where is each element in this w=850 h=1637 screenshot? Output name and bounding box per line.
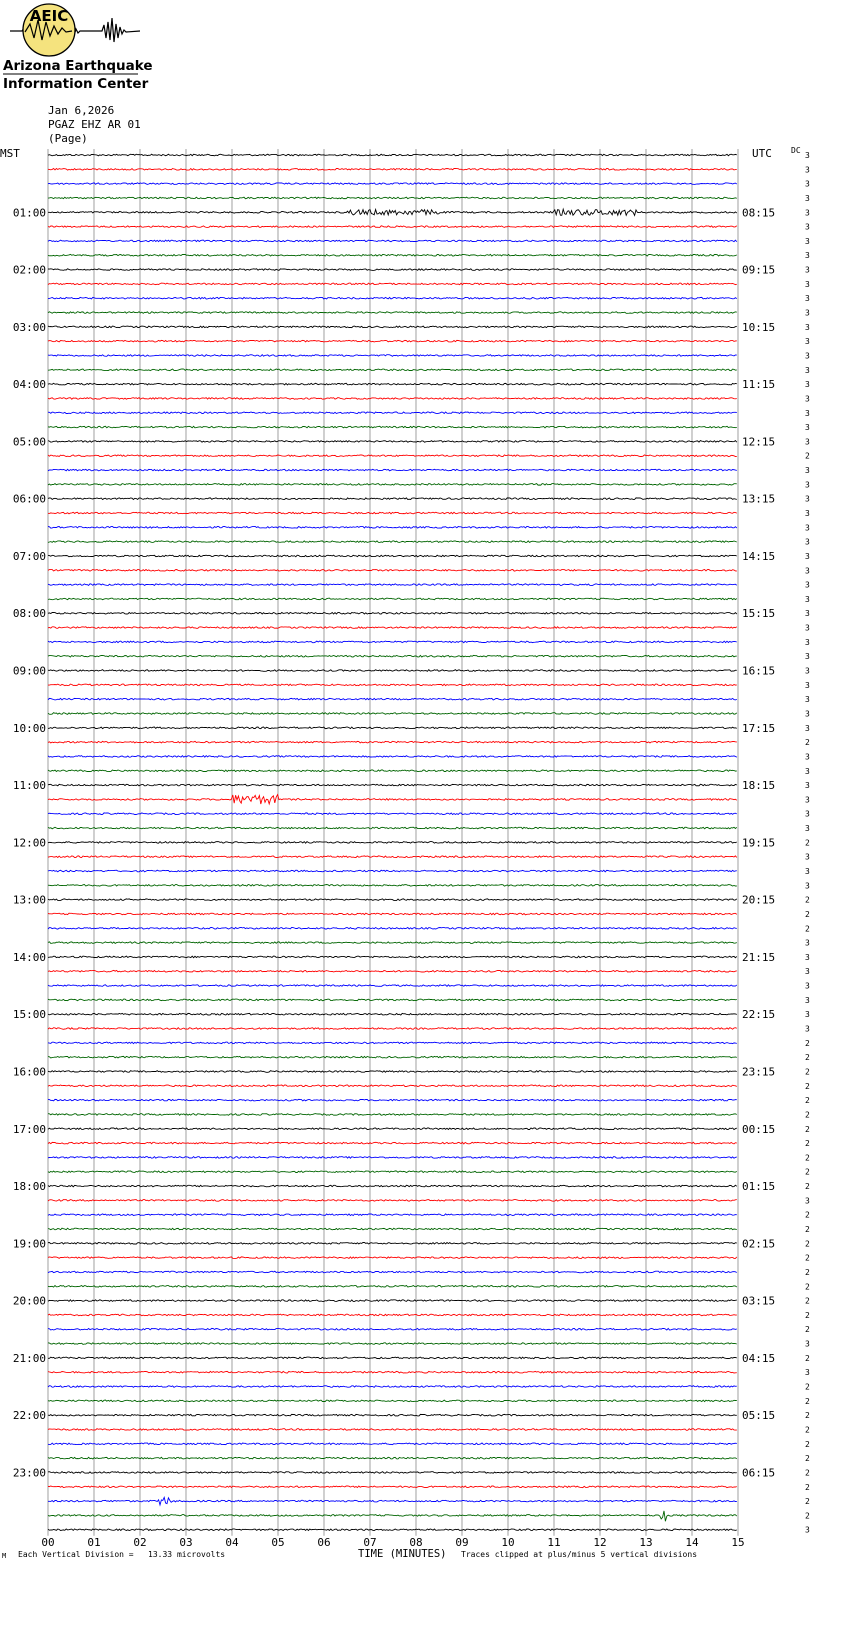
dc-offset-value: 3 [805,580,810,590]
logo-acronym: AEIC [29,7,69,25]
trace-row [48,913,737,915]
dc-offset-value: 2 [805,1167,810,1177]
dc-offset-value: 3 [805,852,810,862]
trace-row [48,885,737,887]
left-hour-label: 07:00 [12,549,46,563]
left-hour-label: 20:00 [12,1294,46,1308]
dc-offset-value: 2 [805,838,810,848]
trace-row [48,1071,737,1073]
x-tick-label: 10 [501,1536,515,1549]
trace-row [48,169,737,171]
trace-row [48,254,737,256]
x-tick-label: 05 [271,1536,285,1549]
left-hour-label: 16:00 [12,1065,46,1079]
left-hour-label: 11:00 [12,779,46,793]
trace-row [48,627,737,629]
right-hour-label: 14:15 [742,549,776,563]
trace-row [48,1228,737,1230]
trace-row [48,1414,737,1416]
trace-row [48,684,737,686]
right-hour-label: 17:15 [742,721,776,735]
dc-offset-value: 3 [805,566,810,576]
dc-offset-value: 2 [805,1239,810,1249]
dc-offset-value: 3 [805,494,810,504]
trace-row [48,741,737,743]
dc-offset-value: 3 [805,380,810,390]
trace-row [48,598,737,600]
left-hour-label: 17:00 [12,1122,46,1136]
dc-offset-value: 2 [805,1253,810,1263]
trace-row [48,1529,737,1531]
dc-offset-value: 3 [805,594,810,604]
trace-row [48,1443,737,1445]
header-date: Jan 6,2026 [48,104,115,117]
x-tick-label: 04 [225,1536,239,1549]
dc-offset-value: 2 [805,895,810,905]
trace-row [48,570,737,572]
dc-offset-value: 3 [805,437,810,447]
dc-offset-value: 2 [805,1110,810,1120]
dc-offset-value: 3 [805,637,810,647]
dc-offset-value: 2 [805,1182,810,1192]
trace-row [48,1386,737,1388]
aeic-logo [3,4,153,92]
header-page: (Page) [48,132,88,145]
footer-scale-note: Each Vertical Division = 13.33 microvolts [18,1550,226,1559]
dc-offset-value: 3 [805,652,810,662]
left-hour-label: 08:00 [12,607,46,621]
dc-offset-value: 3 [805,208,810,218]
dc-offset-value: 2 [805,1396,810,1406]
dc-offset-value: 2 [805,1282,810,1292]
left-hour-label: 18:00 [12,1180,46,1194]
dc-offset-value: 3 [805,952,810,962]
trace-row [48,713,737,715]
footer-clip-note: Traces clipped at plus/minus 5 vertical divisions [461,1550,698,1559]
dc-offset-value: 3 [805,537,810,547]
trace-row [48,584,737,586]
trace-row [48,455,737,457]
dc-offset-value: 2 [805,1454,810,1464]
dc-offset-value: 2 [805,1310,810,1320]
dc-offset-value: 3 [805,680,810,690]
x-tick-label: 03 [179,1536,193,1549]
right-hour-label: 09:15 [742,263,776,277]
dc-offset-value: 3 [805,881,810,891]
trace-row [48,1214,737,1216]
dc-offset-value: 3 [805,423,810,433]
logo-line1: Arizona Earthquake [3,58,153,74]
trace-row [48,942,737,944]
left-hour-label: 05:00 [12,435,46,449]
dc-offset-value: 2 [805,1511,810,1521]
dc-offset-value: 3 [805,151,810,160]
dc-offset-value: 2 [805,1482,810,1492]
right-hour-label: 01:15 [742,1180,776,1194]
x-tick-label: 00 [41,1536,55,1549]
right-hour-label: 20:15 [742,893,776,907]
dc-offset-value: 3 [805,609,810,619]
dc-offset-value: 3 [805,981,810,991]
left-hour-label: 06:00 [12,492,46,506]
trace-row [48,1157,737,1159]
dc-offset-value: 3 [805,193,810,203]
right-hour-label: 12:15 [742,435,776,449]
trace-row [48,527,737,529]
dc-offset-value: 3 [805,265,810,275]
trace-row [48,240,737,242]
trace-row [48,469,737,471]
trace-row [48,1042,737,1044]
dc-offset-value: 2 [805,1225,810,1234]
trace-row [48,827,737,829]
trace-row [48,283,737,285]
dc-offset-value: 2 [805,1497,810,1507]
x-tick-label: 09 [455,1536,469,1549]
dc-offset-value: 3 [805,766,810,776]
dc-offset-value: 2 [805,1139,810,1149]
dc-offset-value: 3 [805,809,810,819]
dc-offset-value: 3 [805,695,810,705]
dc-offset-value: 3 [805,551,810,561]
trace-row [48,1400,737,1402]
right-hour-label: 15:15 [742,607,776,621]
trace-row [48,398,737,400]
left-hour-label: 13:00 [12,893,46,907]
right-hour-label: 03:15 [742,1294,776,1308]
dc-offset-value: 2 [805,738,810,748]
trace-row [48,612,737,614]
trace-rows [48,154,737,1530]
left-hour-label: 21:00 [12,1351,46,1365]
left-hour-label: 19:00 [12,1237,46,1251]
trace-row [48,297,737,299]
trace-row [48,999,737,1001]
trace-row [48,1114,737,1116]
right-hour-label: 23:15 [742,1065,776,1079]
right-hour-label: 16:15 [742,664,776,678]
trace-row [48,1314,737,1316]
dc-offset-value: 3 [805,938,810,948]
trace-row [48,1371,737,1373]
left-hour-label: 01:00 [12,206,46,220]
dc-label: DC [791,146,801,155]
trace-row [48,1497,737,1505]
x-tick-label: 12 [593,1536,607,1549]
trace-row [48,870,737,872]
trace-row [48,1243,737,1245]
trace-row [48,1185,737,1187]
dc-offset-value: 3 [805,294,810,304]
dc-offset-value: 3 [805,1024,810,1034]
dc-offset-value: 2 [805,1210,810,1220]
dc-offset-value: 3 [805,351,810,361]
logo-line2: Information Center [3,76,149,92]
dc-offset-value: 2 [805,924,810,934]
dc-offset-value: 3 [805,466,810,476]
trace-row [48,784,737,786]
dc-offset-value: 2 [805,1425,810,1435]
right-hour-labels [742,206,775,1479]
right-hour-label: 00:15 [742,1122,776,1136]
left-hour-label: 12:00 [12,836,46,850]
x-tick-label: 01 [87,1536,101,1549]
dc-offset-value: 3 [805,322,810,332]
right-hour-label: 04:15 [742,1351,776,1365]
trace-row [48,813,737,815]
dc-offset-value: 2 [805,1325,810,1335]
dc-offset-value: 3 [805,709,810,719]
dc-offset-value: 2 [805,1067,810,1077]
dc-offset-value: 3 [805,236,810,246]
trace-row [48,541,737,543]
right-hour-label: 13:15 [742,492,776,506]
dc-offset-value: 3 [805,752,810,762]
dc-offset-value: 2 [805,1124,810,1134]
x-tick-label: 06 [317,1536,331,1549]
x-axis-label: TIME (MINUTES) [358,1548,447,1560]
trace-row [48,1200,737,1202]
dc-offset-value: 3 [805,967,810,977]
x-tick-label: 08 [409,1536,423,1549]
dc-offset-value: 2 [805,1081,810,1091]
dc-offset-value: 3 [805,523,810,533]
dc-offset-value: 2 [805,1153,810,1163]
trace-row [48,355,737,357]
dc-offset-value: 3 [805,509,810,518]
dc-offset-value: 3 [805,251,810,261]
dc-offset-value: 2 [805,1439,810,1449]
right-hour-label: 08:15 [742,206,776,220]
dc-offset-value: 2 [805,909,810,919]
trace-row [48,183,737,185]
trace-row [48,197,737,199]
trace-row [48,1013,737,1015]
trace-row [48,512,737,514]
right-hour-label: 18:15 [742,779,776,793]
right-hour-label: 11:15 [742,378,776,392]
trace-row [48,1171,737,1173]
trace-row [48,899,737,901]
trace-row [48,1028,737,1030]
trace-row [48,698,737,700]
x-tick-label: 07 [363,1536,377,1549]
trace-row [48,1257,737,1259]
trace-row [48,1085,737,1087]
trace-row [48,670,737,672]
dc-offset-value: 3 [805,867,810,876]
dc-offset-value: 3 [805,666,810,676]
trace-row [48,1472,737,1474]
trace-row [48,1457,737,1459]
left-timezone-label: MST [0,147,20,160]
trace-row [48,1271,737,1273]
dc-offset-value: 3 [805,1339,810,1349]
right-timezone-label: UTC [752,147,772,160]
dc-offset-value: 3 [805,795,810,805]
dc-offset-value: 2 [805,1038,810,1048]
left-hour-label: 14:00 [12,950,46,964]
dc-offset-value: 2 [805,451,810,461]
dc-offset-value: 3 [805,480,810,490]
trace-row [48,426,737,428]
trace-row [48,1343,737,1345]
left-hour-label: 03:00 [12,320,46,334]
left-hour-label: 15:00 [12,1008,46,1022]
left-hour-label: 04:00 [12,378,46,392]
right-hour-label: 02:15 [742,1237,776,1251]
left-hour-label: 09:00 [12,664,46,678]
dc-offset-value: 3 [805,723,810,733]
left-hour-label: 22:00 [12,1409,46,1423]
trace-row [48,269,737,271]
dc-offset-value: 2 [805,1053,810,1063]
trace-row [48,641,737,643]
trace-row [48,1300,737,1302]
dc-offset-value: 3 [805,1368,810,1378]
trace-row [48,842,737,844]
trace-row [48,770,737,772]
dc-offset-value: 3 [805,1525,810,1535]
trace-row [48,498,737,500]
trace-row [48,441,737,443]
trace-row [48,727,737,729]
footer-corner-mark: M [2,1552,7,1560]
dc-offset-value: 3 [805,222,810,232]
x-tick-label: 15 [731,1536,745,1549]
dc-offset-value: 3 [805,781,810,791]
dc-offset-value: 2 [805,1468,810,1478]
right-hour-label: 05:15 [742,1409,776,1423]
dc-offset-value: 2 [805,1411,810,1421]
trace-row [48,1142,737,1144]
dc-offset-value: 2 [805,1382,810,1392]
trace-row [48,795,737,804]
dc-offset-value: 3 [805,394,810,404]
trace-row [48,1128,737,1130]
trace-row [48,326,737,328]
trace-row [48,340,737,342]
x-tick-label: 02 [133,1536,147,1549]
trace-row [48,756,737,758]
left-hour-label: 23:00 [12,1466,46,1480]
dc-offset-value: 3 [805,408,810,418]
trace-row [48,412,737,414]
dc-offset-value: 2 [805,1296,810,1306]
x-tick-label: 11 [547,1536,561,1549]
dc-offset-value: 3 [805,824,810,834]
left-hour-label: 10:00 [12,721,46,735]
dc-offset-value: 2 [805,1267,810,1277]
right-hour-label: 19:15 [742,836,776,850]
x-tick-label: 13 [639,1536,653,1549]
left-hour-label: 02:00 [12,263,46,277]
right-hour-label: 22:15 [742,1008,776,1022]
trace-row [48,985,737,987]
trace-row [48,1511,737,1521]
right-hour-label: 21:15 [742,950,776,964]
trace-row [48,383,737,385]
trace-row [48,956,737,958]
trace-row [48,369,737,371]
trace-row [48,1056,737,1058]
trace-row [48,1286,737,1288]
trace-row [48,856,737,858]
trace-row [48,226,737,228]
trace-row [48,1429,737,1431]
dc-offset-value: 3 [805,995,810,1005]
trace-row [48,655,737,657]
dc-offset-value: 3 [805,308,810,318]
right-hour-label: 10:15 [742,320,776,334]
dc-offset-value: 2 [805,1096,810,1106]
dc-offset-value: 3 [805,337,810,347]
left-hour-labels [13,206,46,1479]
trace-row [48,209,737,215]
right-hour-label: 06:15 [742,1466,776,1480]
trace-row [48,154,737,156]
dc-offset-value: 3 [805,365,810,375]
dc-offset-value: 3 [805,623,810,633]
trace-row [48,970,737,972]
dc-offset-value: 3 [805,179,810,189]
trace-row [48,312,737,314]
trace-row [48,484,737,486]
trace-row [48,555,737,557]
dc-offset-column [805,151,810,1535]
x-tick-label: 14 [685,1536,699,1549]
trace-row [48,1328,737,1330]
header-station: PGAZ EHZ AR 01 [48,118,141,131]
trace-row [48,1357,737,1359]
dc-offset-value: 3 [805,1196,810,1206]
dc-offset-value: 3 [805,279,810,289]
trace-row [48,1486,737,1488]
dc-offset-value: 3 [805,1010,810,1020]
trace-row [48,928,737,930]
dc-offset-value: 3 [805,165,810,175]
trace-row [48,1099,737,1101]
dc-offset-value: 2 [805,1353,810,1363]
